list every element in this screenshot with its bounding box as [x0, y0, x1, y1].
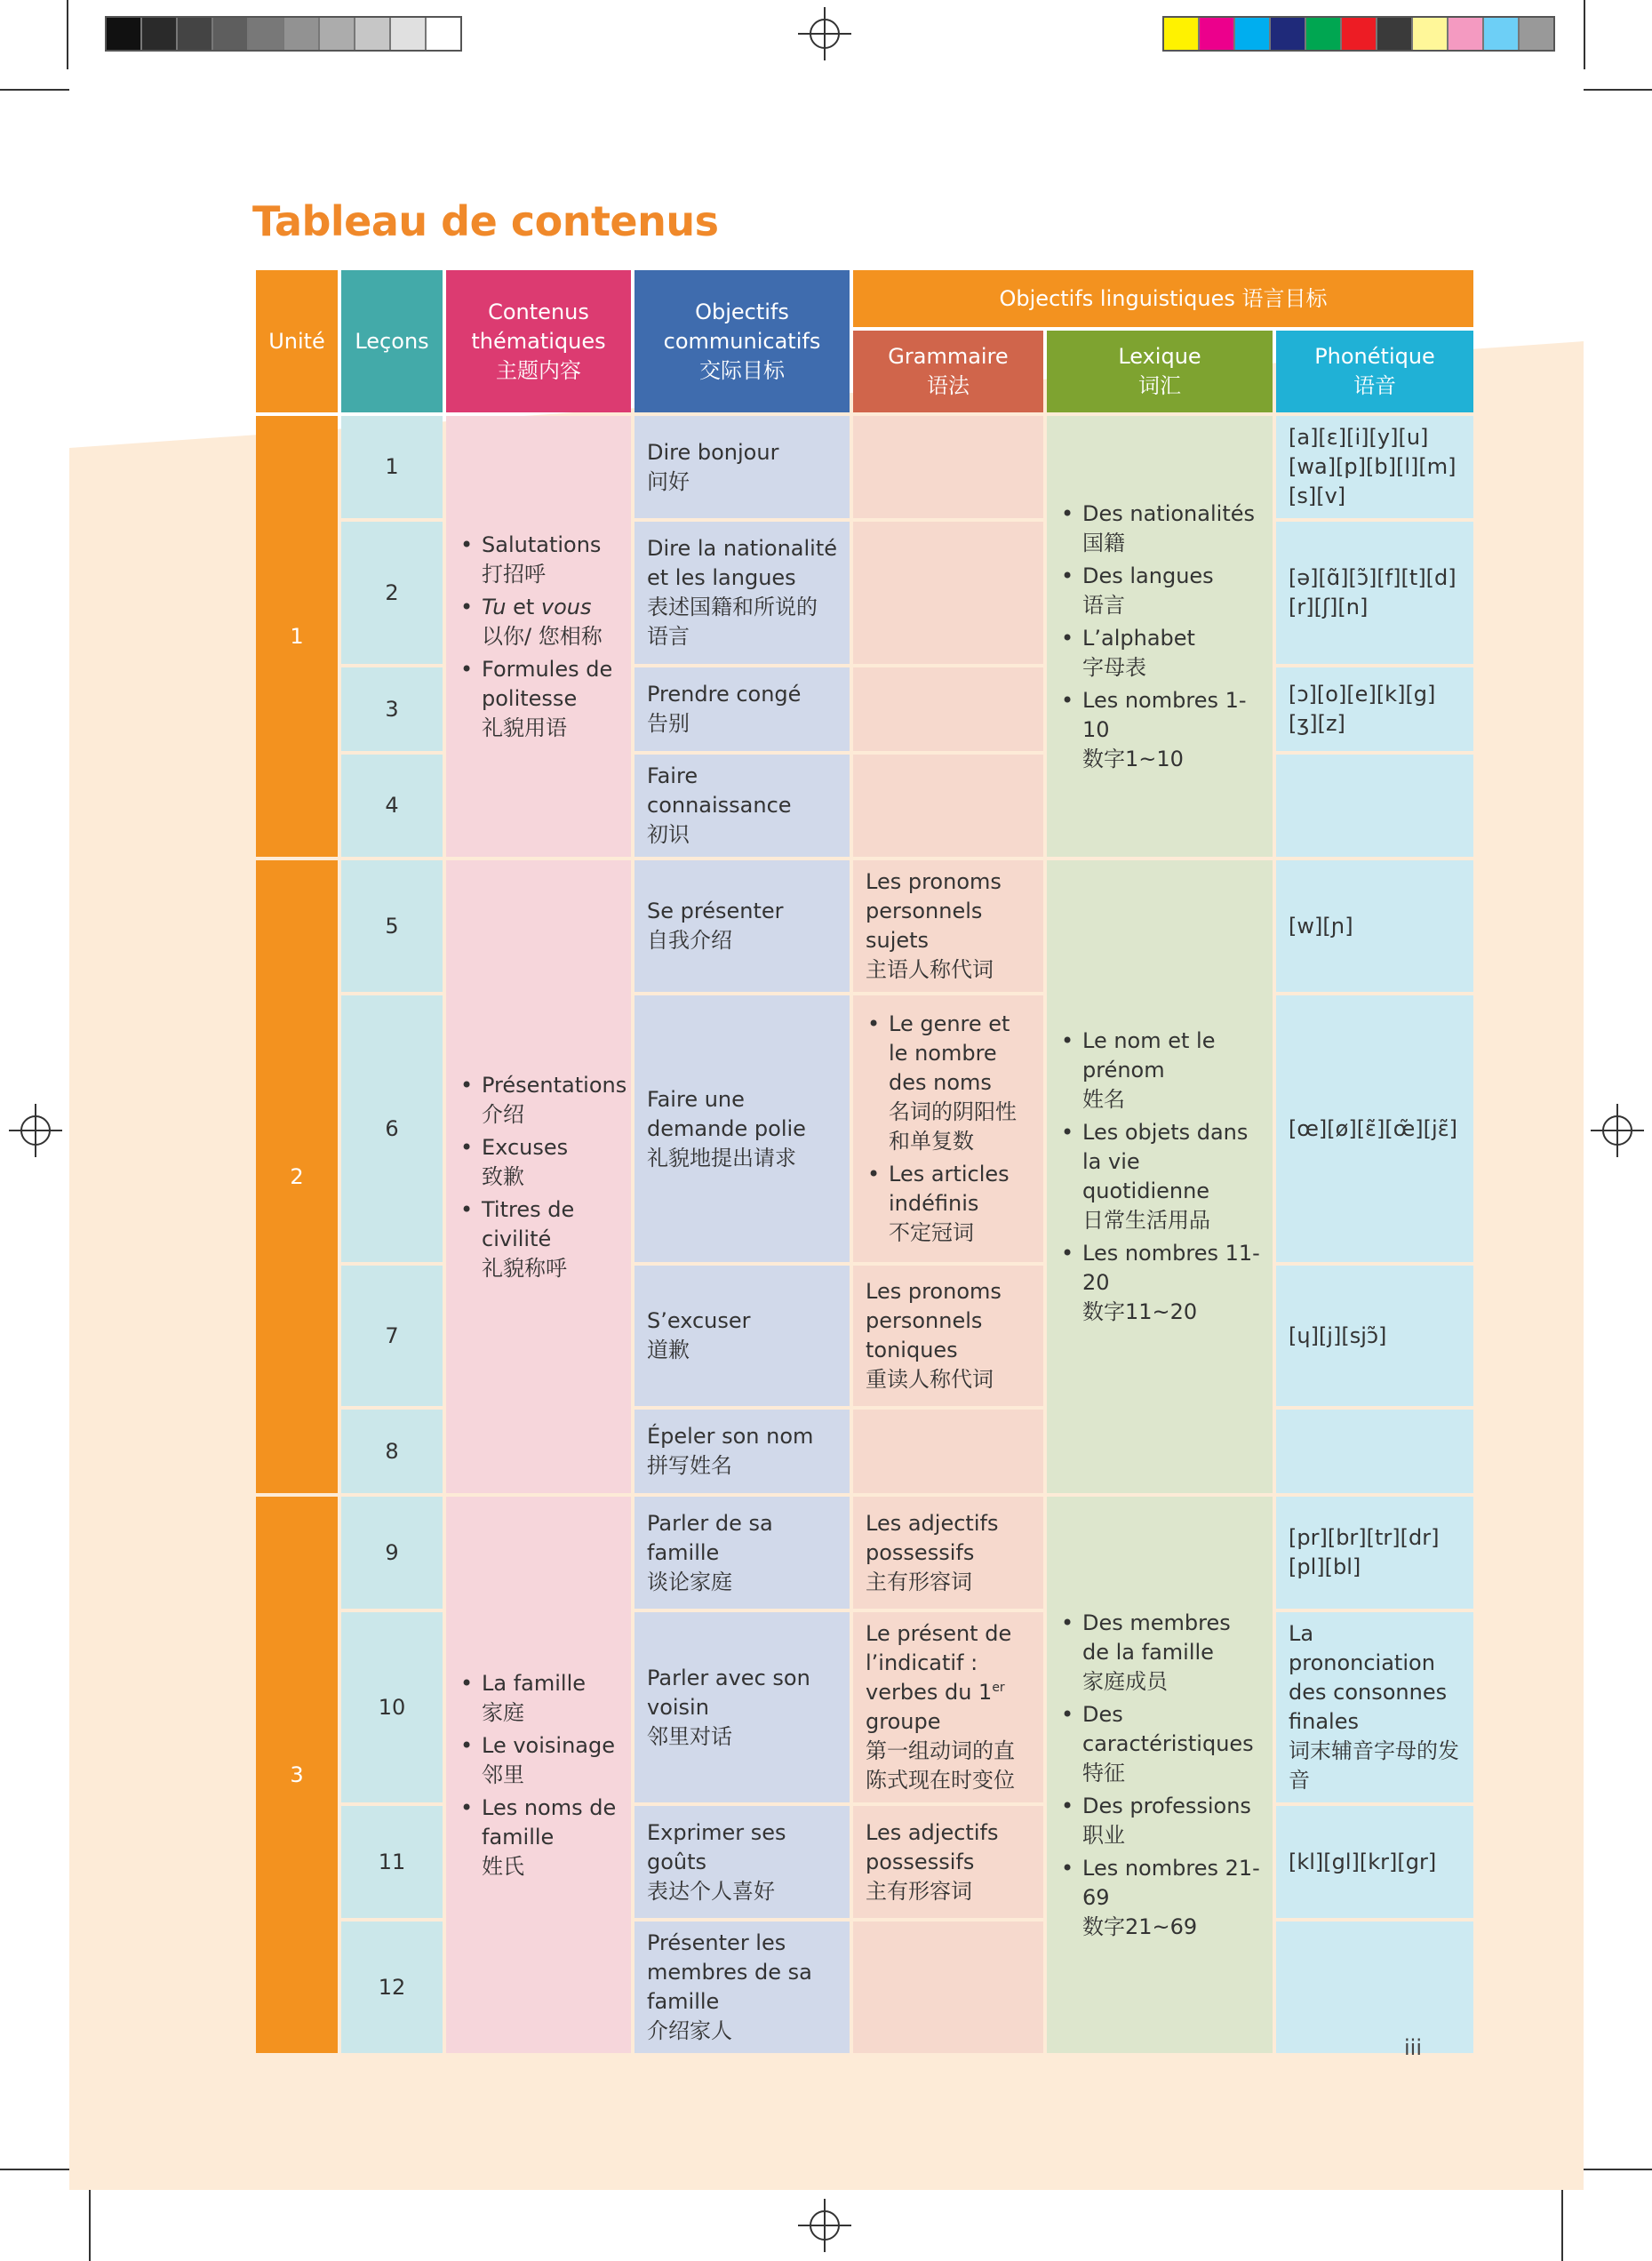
contenus-cell: • Présentations 介绍 • Excuses 致歉 • Titres de civilité 礼貌称呼 — [446, 860, 631, 1493]
contents-table — [252, 267, 1477, 2057]
objectif-cell: Parler de sa famille 谈论家庭 — [634, 1497, 850, 1609]
objectif-cell: Dire la nationalité et les langues 表述国籍和所说的语言 — [634, 522, 850, 664]
lesson-number: 10 — [341, 1612, 443, 1802]
table-row — [256, 1921, 1473, 2053]
header-lexique: Lexique 词汇 — [1047, 331, 1273, 412]
registration-mark-top — [798, 7, 851, 60]
objectif-cell: Présenter les membres de sa famille 介绍家人 — [634, 1921, 850, 2053]
page-title: Tableau de contenus — [252, 197, 719, 245]
table-row — [256, 1410, 1473, 1493]
objectif-cell: Se présenter 自我介绍 — [634, 860, 850, 992]
lesson-number: 8 — [341, 1410, 443, 1493]
objectif-cell: Épeler son nom 拼写姓名 — [634, 1410, 850, 1493]
objectif-cell: Parler avec son voisin 邻里对话 — [634, 1612, 850, 1802]
lesson-number: 7 — [341, 1266, 443, 1406]
objectif-cell: Prendre congé 告别 — [634, 667, 850, 751]
header-unite: Unité — [256, 270, 338, 412]
unit-number: 3 — [256, 1497, 338, 2053]
registration-mark-bottom — [798, 2199, 851, 2252]
header-lecons: Leçons — [341, 270, 443, 412]
table-row — [256, 522, 1473, 664]
grammaire-cell: Les adjectifs possessifs 主有形容词 — [853, 1806, 1043, 1918]
grayscale-color-bar — [105, 16, 462, 52]
objectif-cell: Exprimer ses goûts 表达个人喜好 — [634, 1806, 850, 1918]
table-row — [256, 667, 1473, 751]
unit-number: 1 — [256, 416, 338, 857]
header-contenus: Contenus thématiques 主题内容 — [446, 270, 631, 412]
table-row — [256, 1266, 1473, 1406]
table-row — [256, 416, 1473, 518]
header-objectifs-communicatifs: Objectifs communicatifs 交际目标 — [634, 270, 850, 412]
phonetique-cell: La prononciation des consonnes finales 词末辅音字母的发音 — [1276, 1612, 1473, 1802]
grammaire-cell — [853, 1921, 1043, 2053]
grammaire-cell: Le présent de l’indicatif : verbes du 1er groupe 第一组动词的直陈式现在时变位 — [853, 1612, 1043, 1802]
header-phonetique: Phonétique 语音 — [1276, 331, 1473, 412]
lesson-number: 4 — [341, 755, 443, 857]
grammaire-cell — [853, 755, 1043, 857]
table-row — [256, 1806, 1473, 1918]
page-number: iii — [1404, 2035, 1423, 2060]
objectif-cell: Dire bonjour 问好 — [634, 416, 850, 518]
phonetique-cell — [1276, 755, 1473, 857]
header-grammaire: Grammaire 语法 — [853, 331, 1043, 412]
phonetique-cell: [ɔ][o][e][k][g][ʒ][z] — [1276, 667, 1473, 751]
grammaire-cell — [853, 416, 1043, 518]
table-row — [256, 1497, 1473, 1609]
registration-mark-left — [9, 1104, 62, 1157]
grammaire-cell — [853, 1410, 1043, 1493]
objectif-cell: S’excuser 道歉 — [634, 1266, 850, 1406]
lesson-number: 5 — [341, 860, 443, 992]
lesson-number: 6 — [341, 995, 443, 1262]
phonetique-cell: [a][ɛ][i][y][u][wa][p][b][l][m][s][v] — [1276, 416, 1473, 518]
lexique-cell: • Des nationalités 国籍 • Des langues 语言 • L’alphabet 字母表 • Les nombres 1-10 数字1~10 — [1047, 416, 1273, 857]
table-row — [256, 755, 1473, 857]
grammaire-cell — [853, 667, 1043, 751]
contenus-cell: • Salutations 打招呼 • Tu et vous 以你/ 您相称 • Formules de politesse 礼貌用语 — [446, 416, 631, 857]
objectif-cell: Faire une demande polie 礼貌地提出请求 — [634, 995, 850, 1262]
phonetique-cell: [pr][br][tr][dr][pl][bl] — [1276, 1497, 1473, 1609]
lesson-number: 2 — [341, 522, 443, 664]
lesson-number: 1 — [341, 416, 443, 518]
lexique-cell: • Des membres de la famille 家庭成员 • Des caractéristiques 特征 • Des professions 职业 • Les nombres 21-69 数字21~69 — [1047, 1497, 1273, 2053]
table-row — [256, 1612, 1473, 1802]
contenus-cell: • La famille 家庭 • Le voisinage 邻里 • Les noms de famille 姓氏 — [446, 1497, 631, 2053]
registration-mark-right — [1591, 1104, 1644, 1157]
grammaire-cell: Les pronoms personnels sujets 主语人称代词 — [853, 860, 1043, 992]
phonetique-cell: [w][ɲ] — [1276, 860, 1473, 992]
phonetique-cell — [1276, 1410, 1473, 1493]
lesson-number: 11 — [341, 1806, 443, 1918]
grammaire-cell: • Le genre et le nombre des noms 名词的阴阳性和单复数 • Les articles indéfinis 不定冠词 — [853, 995, 1043, 1262]
phonetique-cell: [ə][ɑ̃][ɔ̃][f][t][d][r][ʃ][n] — [1276, 522, 1473, 664]
phonetique-cell: [œ][ø][ɛ̃][œ̃][jɛ̃] — [1276, 995, 1473, 1262]
objectif-cell: Faire connaissance 初识 — [634, 755, 850, 857]
grammaire-cell — [853, 522, 1043, 664]
unit-number: 2 — [256, 860, 338, 1493]
lesson-number: 9 — [341, 1497, 443, 1609]
lesson-number: 12 — [341, 1921, 443, 2053]
table-row — [256, 860, 1473, 992]
cmyk-color-bar — [1162, 16, 1555, 52]
table-row — [256, 995, 1473, 1262]
phonetique-cell: [ɥ][j][sjɔ̃] — [1276, 1266, 1473, 1406]
lexique-cell: • Le nom et le prénom 姓名 • Les objets dans la vie quotidienne 日常生活用品 • Les nombres 11-20 数字11~20 — [1047, 860, 1273, 1493]
grammaire-cell: Les pronoms personnels toniques 重读人称代词 — [853, 1266, 1043, 1406]
phonetique-cell — [1276, 1921, 1473, 2053]
header-objectifs-linguistiques: Objectifs linguistiques 语言目标 — [853, 270, 1473, 327]
phonetique-cell: [kl][gl][kr][gr] — [1276, 1806, 1473, 1918]
lesson-number: 3 — [341, 667, 443, 751]
grammaire-cell: Les adjectifs possessifs 主有形容词 — [853, 1497, 1043, 1609]
